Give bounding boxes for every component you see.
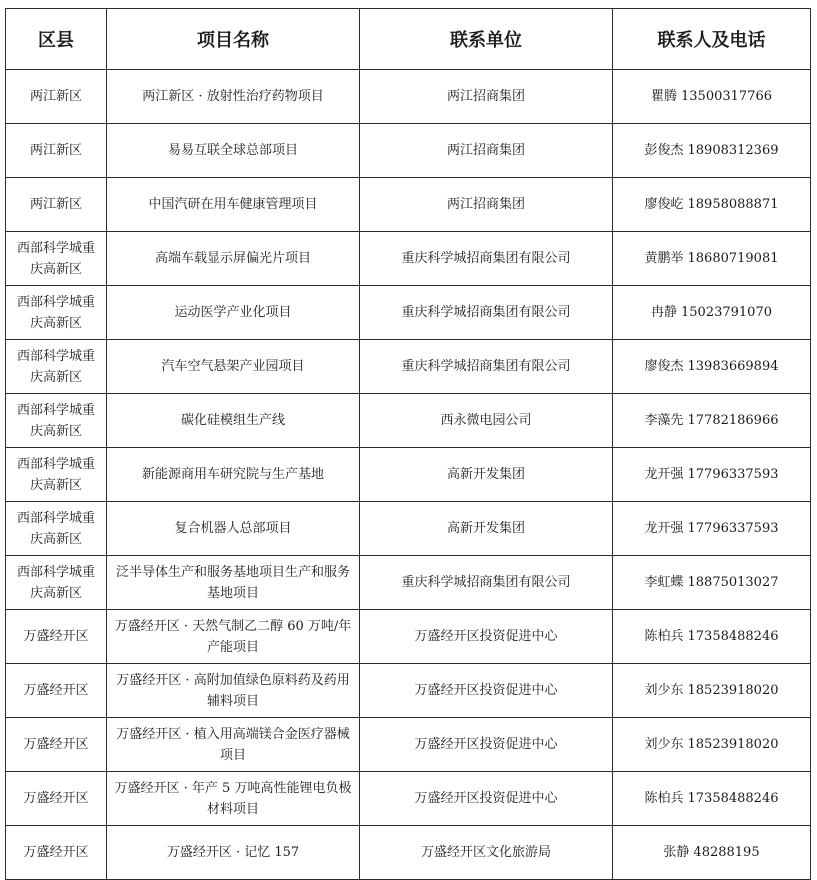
contact-person: 瞿腾 <box>651 89 678 104</box>
header-row <box>6 9 811 70</box>
project-contact-table <box>5 8 811 880</box>
contact-cell <box>613 826 811 880</box>
project-name-cell: 万盛经开区 · 植入用高端镁合金医疗器械项目 <box>107 718 360 772</box>
contact-phone: 18875013027 <box>687 575 779 590</box>
contact-phone: 48288195 <box>693 845 760 860</box>
project-name-cell: 高端车载显示屏偏光片项目 <box>107 232 360 286</box>
contact-phone: 17782186966 <box>687 413 779 428</box>
table-row <box>6 286 811 340</box>
contact-cell <box>613 124 811 178</box>
contact-person: 龙开强 <box>644 467 684 482</box>
project-name-cell: 复合机器人总部项目 <box>107 502 360 556</box>
header-county: 区县 <box>6 9 107 70</box>
contact-cell <box>613 286 811 340</box>
contact-phone: 13983669894 <box>687 359 779 374</box>
contact-unit-cell: 万盛经开区文化旅游局 <box>360 826 613 880</box>
contact-unit-cell: 重庆科学城招商集团有限公司 <box>360 232 613 286</box>
contact-cell <box>613 394 811 448</box>
contact-unit-cell: 重庆科学城招商集团有限公司 <box>360 556 613 610</box>
contact-phone: 18908312369 <box>687 143 779 158</box>
contact-unit-cell: 两江招商集团 <box>360 124 613 178</box>
county-cell: 万盛经开区 <box>6 664 107 718</box>
contact-cell <box>613 448 811 502</box>
table-row <box>6 826 811 880</box>
contact-unit-cell: 万盛经开区投资促进中心 <box>360 610 613 664</box>
project-name-cell: 泛半导体生产和服务基地项目生产和服务基地项目 <box>107 556 360 610</box>
project-name-cell: 易易互联全球总部项目 <box>107 124 360 178</box>
contact-phone: 15023791070 <box>681 305 772 320</box>
header-contact-unit: 联系单位 <box>360 9 613 70</box>
table-body <box>6 70 811 880</box>
contact-unit-cell: 重庆科学城招商集团有限公司 <box>360 340 613 394</box>
county-cell: 两江新区 <box>6 70 107 124</box>
county-cell: 万盛经开区 <box>6 772 107 826</box>
project-name-cell: 中国汽研在用车健康管理项目 <box>107 178 360 232</box>
contact-phone: 13500317766 <box>681 89 772 104</box>
project-name-cell: 万盛经开区 · 记忆 157 <box>107 826 360 880</box>
project-name-cell: 万盛经开区 · 年产 5 万吨高性能锂电负极材料项目 <box>107 772 360 826</box>
table-row <box>6 178 811 232</box>
project-name-cell: 万盛经开区 · 高附加值绿色原料药及药用辅料项目 <box>107 664 360 718</box>
contact-phone: 17358488246 <box>687 629 779 644</box>
contact-cell <box>613 70 811 124</box>
contact-person: 彭俊杰 <box>644 143 684 158</box>
contact-unit-cell: 重庆科学城招商集团有限公司 <box>360 286 613 340</box>
project-name-cell: 碳化硅模组生产线 <box>107 394 360 448</box>
contact-cell <box>613 232 811 286</box>
contact-unit-cell: 两江招商集团 <box>360 70 613 124</box>
header-project-name: 项目名称 <box>107 9 360 70</box>
project-name-cell: 两江新区 · 放射性治疗药物项目 <box>107 70 360 124</box>
header-contact-person-phone: 联系人及电话 <box>613 9 811 70</box>
contact-unit-cell: 高新开发集团 <box>360 502 613 556</box>
project-name-cell: 汽车空气悬架产业园项目 <box>107 340 360 394</box>
county-cell: 西部科学城重庆高新区 <box>6 448 107 502</box>
contact-unit-cell: 西永微电园公司 <box>360 394 613 448</box>
contact-cell <box>613 502 811 556</box>
county-cell: 西部科学城重庆高新区 <box>6 394 107 448</box>
county-cell: 万盛经开区 <box>6 718 107 772</box>
county-cell: 西部科学城重庆高新区 <box>6 556 107 610</box>
table-row <box>6 718 811 772</box>
contact-cell <box>613 664 811 718</box>
table-row <box>6 448 811 502</box>
project-name-cell: 新能源商用车研究院与生产基地 <box>107 448 360 502</box>
contact-unit-cell: 万盛经开区投资促进中心 <box>360 664 613 718</box>
contact-phone: 17796337593 <box>687 521 779 536</box>
county-cell: 万盛经开区 <box>6 826 107 880</box>
contact-cell <box>613 610 811 664</box>
contact-person: 廖俊屹 <box>644 197 684 212</box>
contact-person: 李虹蝶 <box>644 575 684 590</box>
contact-unit-cell: 两江招商集团 <box>360 178 613 232</box>
county-cell: 两江新区 <box>6 124 107 178</box>
contact-cell <box>613 718 811 772</box>
contact-person: 刘少东 <box>644 683 684 698</box>
contact-unit-cell: 万盛经开区投资促进中心 <box>360 718 613 772</box>
table-row <box>6 394 811 448</box>
contact-person: 刘少东 <box>644 737 684 752</box>
county-cell: 西部科学城重庆高新区 <box>6 286 107 340</box>
contact-phone: 18958088871 <box>687 197 779 212</box>
contact-person: 李藻先 <box>644 413 684 428</box>
contact-phone: 18523918020 <box>687 683 779 698</box>
county-cell: 万盛经开区 <box>6 610 107 664</box>
contact-person: 龙开强 <box>644 521 684 536</box>
contact-person: 陈柏兵 <box>644 791 684 806</box>
table-row <box>6 124 811 178</box>
county-cell: 西部科学城重庆高新区 <box>6 502 107 556</box>
contact-phone: 17358488246 <box>687 791 779 806</box>
table-row <box>6 502 811 556</box>
contact-person: 陈柏兵 <box>644 629 684 644</box>
county-cell: 西部科学城重庆高新区 <box>6 232 107 286</box>
table-row <box>6 232 811 286</box>
contact-unit-cell: 万盛经开区投资促进中心 <box>360 772 613 826</box>
table-row <box>6 664 811 718</box>
table-row <box>6 610 811 664</box>
project-name-cell: 万盛经开区 · 天然气制乙二醇 60 万吨/年产能项目 <box>107 610 360 664</box>
contact-phone: 18680719081 <box>687 251 779 266</box>
contact-person: 冉静 <box>651 305 678 320</box>
contact-unit-cell: 高新开发集团 <box>360 448 613 502</box>
county-cell: 西部科学城重庆高新区 <box>6 340 107 394</box>
contact-cell <box>613 340 811 394</box>
contact-person: 廖俊杰 <box>644 359 684 374</box>
contact-cell <box>613 772 811 826</box>
contact-person: 张静 <box>663 845 690 860</box>
contact-person: 黄鹏举 <box>644 251 684 266</box>
contact-cell <box>613 556 811 610</box>
contact-phone: 17796337593 <box>687 467 779 482</box>
table-row <box>6 772 811 826</box>
contact-cell <box>613 178 811 232</box>
project-name-cell: 运动医学产业化项目 <box>107 286 360 340</box>
contact-phone: 18523918020 <box>687 737 779 752</box>
table-row <box>6 70 811 124</box>
table-row <box>6 340 811 394</box>
county-cell: 两江新区 <box>6 178 107 232</box>
table-row <box>6 556 811 610</box>
